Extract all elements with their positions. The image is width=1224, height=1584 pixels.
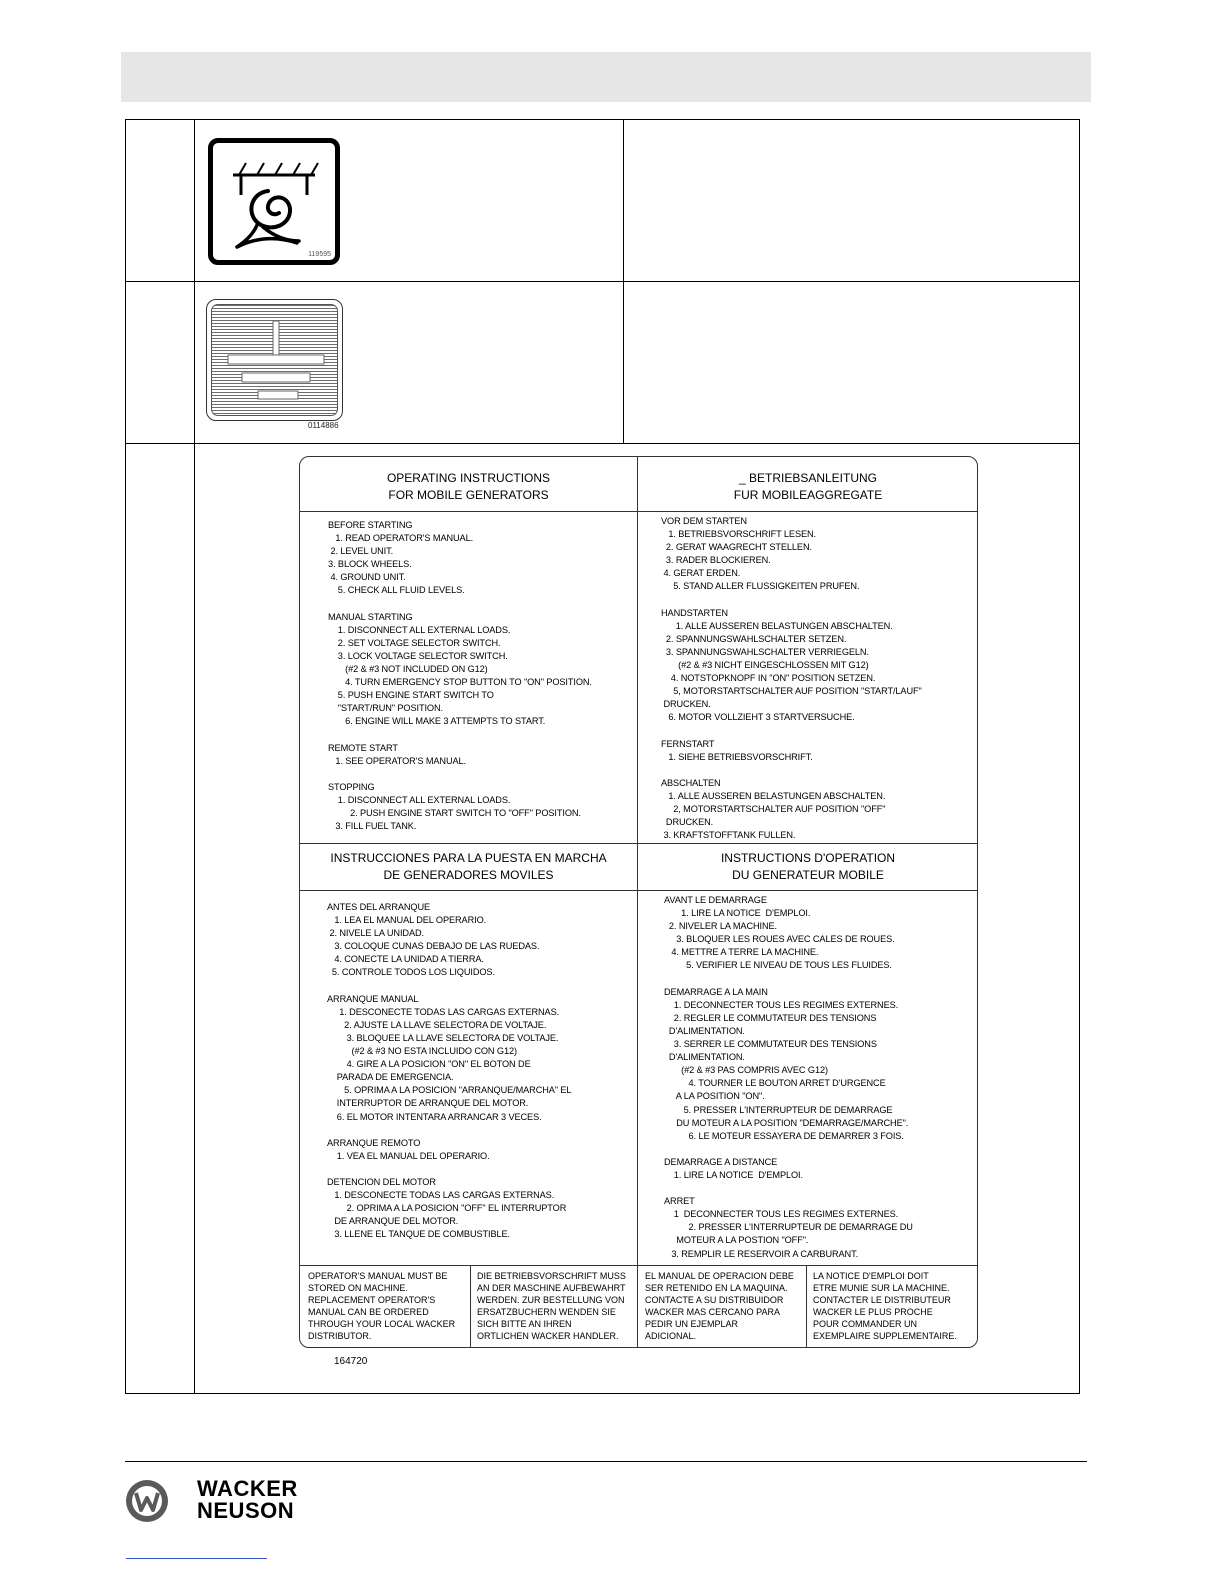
instruction-line: D'ALIMENTATION. xyxy=(664,1052,745,1063)
decal-divider-footer xyxy=(300,1265,978,1266)
instruction-line: A LA POSITION "ON". xyxy=(664,1091,765,1102)
instruction-line: 4. GIRE A LA POSICION "ON" EL BOTON DE xyxy=(327,1059,531,1070)
english-instructions xyxy=(328,519,592,833)
instruction-line: REMOTE START xyxy=(328,742,398,753)
instruction-line: CONTACTER LE DISTRIBUTEUR xyxy=(813,1295,951,1305)
instruction-line: DEMARRAGE A LA MAIN xyxy=(664,986,768,997)
instruction-line: D'ALIMENTATION. xyxy=(664,1025,745,1036)
decal-footer-divider-2 xyxy=(637,1265,638,1348)
instruction-line: DIE BETRIEBSVORSCHRIFT MUSS xyxy=(477,1271,626,1281)
spanish-instructions xyxy=(327,901,571,1241)
instruction-line: STORED ON MACHINE. xyxy=(308,1283,408,1293)
instruction-line: DISTRIBUTOR. xyxy=(308,1331,372,1341)
instruction-line: 2. PUSH ENGINE START SWITCH TO "OFF" POSITION. xyxy=(328,808,581,819)
instruction-line: 3. KRAFTSTOFFTANK FULLEN. xyxy=(661,830,796,841)
instruction-line: 2, MOTORSTARTSCHALTER AUF POSITION "OFF" xyxy=(661,804,886,815)
instruction-line: HANDSTARTEN xyxy=(661,607,728,618)
instruction-line: 4. GROUND UNIT. xyxy=(328,572,406,583)
instruction-line: 1. SIEHE BETRIEBSVORSCHRIFT. xyxy=(661,751,813,762)
french-title-line-2: DU GENERATEUR MOBILE xyxy=(732,868,884,882)
footer-note-french xyxy=(813,1270,957,1342)
instruction-line: STOPPING xyxy=(328,781,375,792)
instruction-line: 6. MOTOR VOLLZIEHT 3 STARTVERSUCHE. xyxy=(661,712,855,723)
instruction-line: ORTLICHEN WACKER HANDLER. xyxy=(477,1331,619,1341)
instruction-line: VOR DEM STARTEN xyxy=(661,516,747,526)
instruction-line: 3. LLENE EL TANQUE DE COMBUSTIBLE. xyxy=(327,1229,510,1240)
brand-line-1: WACKER xyxy=(197,1476,298,1501)
instruction-line: DU MOTEUR A LA POSITION "DEMARRAGE/MARCHE". xyxy=(664,1117,909,1128)
instruction-line: 3. SPANNUNGSWAHLSCHALTER VERRIEGELN. xyxy=(661,646,869,657)
spacer xyxy=(327,1124,571,1137)
instruction-line: ETRE MUNIE SUR LA MACHINE. xyxy=(813,1283,950,1293)
instruction-line: MOTEUR A LA POSTION "OFF". xyxy=(664,1235,809,1246)
german-instructions xyxy=(661,515,922,842)
instruction-line: 2. LEVEL UNIT. xyxy=(328,546,394,557)
instruction-line: DRUCKEN. xyxy=(661,699,711,710)
footer-rule xyxy=(125,1461,1087,1462)
instruction-line: 1. DECONNECTER TOUS LES REGIMES EXTERNES. xyxy=(664,999,899,1010)
instruction-line: ANTES DEL ARRANQUE xyxy=(327,902,431,912)
spacer xyxy=(664,1143,913,1156)
english-title-line-2: FOR MOBILE GENERATORS xyxy=(388,488,549,502)
instruction-line: 1. ALLE AUSSEREN BELASTUNGEN ABSCHALTEN. xyxy=(661,790,886,801)
german-title-line-2: FUR MOBILEAGGREGATE xyxy=(733,488,883,502)
instruction-line: 6. ENGINE WILL MAKE 3 ATTEMPTS TO START. xyxy=(328,716,546,727)
spacer xyxy=(327,1163,571,1176)
instruction-line: INTERRUPTOR DE ARRANQUE DEL MOTOR. xyxy=(327,1098,529,1109)
instruction-line: WERDEN. ZUR BESTELLUNG VON xyxy=(477,1295,625,1305)
german-title-line-1: _ BETRIEBSANLEITUNG xyxy=(738,471,878,485)
instruction-line: OPERATOR'S MANUAL MUST BE xyxy=(308,1271,448,1281)
instruction-line: 3. SERRER LE COMMUTATEUR DES TENSIONS xyxy=(664,1039,877,1050)
instruction-line: 5. CHECK ALL FLUID LEVELS. xyxy=(328,585,465,596)
instruction-line: 5. OPRIMA A LA POSICION "ARRANQUE/MARCHA" EL xyxy=(327,1085,572,1096)
instruction-line: 3. LOCK VOLTAGE SELECTOR SWITCH. xyxy=(328,650,508,661)
instruction-line: (#2 & #3 NOT INCLUDED ON G12) xyxy=(328,664,488,675)
spacer xyxy=(328,729,592,742)
lifting-hook-icon xyxy=(213,143,335,260)
instruction-line: 1. BETRIEBSVORSCHRIFT LESEN. xyxy=(661,529,816,540)
lifting-point-decal xyxy=(208,138,340,265)
spacer xyxy=(661,725,922,738)
instruction-line: 3. REMPLIR LE RESERVOIR A CARBURANT. xyxy=(664,1248,859,1259)
instruction-line: DETENCION DEL MOTOR xyxy=(327,1176,436,1187)
ground-decal xyxy=(206,299,343,421)
instruction-line: (#2 & #3 NICHT EINGESCHLOSSEN MIT G12) xyxy=(661,660,869,671)
instruction-line: 2. GERAT WAAGRECHT STELLEN. xyxy=(661,542,812,553)
french-instructions xyxy=(664,894,913,1261)
page-header-band xyxy=(121,52,1091,102)
instruction-line: SER RETENIDO EN LA MAQUINA. xyxy=(645,1283,788,1293)
decal-footer-divider-3 xyxy=(806,1265,807,1348)
instruction-line: 1. VEA EL MANUAL DEL OPERARIO. xyxy=(327,1150,490,1161)
footer-note-german xyxy=(477,1270,626,1342)
instruction-line: AVANT LE DEMARRAGE xyxy=(664,895,767,905)
instruction-line: 2. AJUSTE LA LLAVE SELECTORA DE VOLTAJE. xyxy=(327,1019,547,1030)
instruction-line: 5. VERIFIER LE NIVEAU DE TOUS LES FLUIDES. xyxy=(664,960,892,971)
spacer xyxy=(327,980,571,993)
instruction-line: 5. PRESSER L'INTERRUPTEUR DE DEMARRAGE xyxy=(664,1104,893,1115)
lifting-decal-part-number: 119595 xyxy=(308,251,331,258)
instruction-line: 4. GERAT ERDEN. xyxy=(661,568,741,579)
instruction-line: 3. FILL FUEL TANK. xyxy=(328,821,417,832)
instruction-line: 3. COLOQUE CUNAS DEBAJO DE LAS RUEDAS. xyxy=(327,941,540,952)
french-title-line-1: INSTRUCTIONS D'OPERATION xyxy=(720,851,896,865)
ground-decal-part-number: 0114886 xyxy=(308,421,339,430)
instruction-line: ARRANQUE MANUAL xyxy=(327,993,419,1004)
table-row-divider-1 xyxy=(125,281,1080,282)
instruction-line: 1. READ OPERATOR'S MANUAL. xyxy=(328,533,474,544)
instruction-line: 3. BLOQUEE LA LLAVE SELECTORA DE VOLTAJE. xyxy=(327,1032,559,1043)
instruction-line: ARRET xyxy=(664,1196,695,1207)
instruction-line: 3. BLOQUER LES ROUES AVEC CALES DE ROUES. xyxy=(664,934,895,945)
instruction-line: DE ARRANQUE DEL MOTOR. xyxy=(327,1216,459,1227)
decal-divider-middle xyxy=(300,843,978,844)
instruction-line: (#2 & #3 PAS COMPRIS AVEC G12) xyxy=(664,1065,828,1076)
english-title xyxy=(300,470,637,504)
instruction-line: EXEMPLAIRE SUPPLEMENTAIRE. xyxy=(813,1331,957,1341)
instruction-line: POUR COMMANDER UN xyxy=(813,1319,918,1329)
instruction-line: 4. CONECTE LA UNIDAD A TIERRA. xyxy=(327,954,484,965)
instruction-line: DRUCKEN. xyxy=(661,817,714,828)
decal-divider-title-es xyxy=(300,890,978,891)
german-title xyxy=(637,470,978,504)
instruction-line: 1. SEE OPERATOR'S MANUAL. xyxy=(328,755,466,766)
instruction-line: 2. NIVELE LA UNIDAD. xyxy=(327,928,424,939)
instruction-line: SICH BITTE AN IHREN xyxy=(477,1319,572,1329)
instruction-line: 5, MOTORSTARTSCHALTER AUF POSITION "START/LAUF" xyxy=(661,686,922,697)
footer-note-spanish xyxy=(645,1270,794,1342)
instruction-line: 2. SPANNUNGSWAHLSCHALTER SETZEN. xyxy=(661,633,847,644)
instruction-line: 5. CONTROLE TODOS LOS LIQUIDOS. xyxy=(327,967,495,978)
instruction-line: WACKER LE PLUS PROCHE xyxy=(813,1307,933,1317)
instruction-line: 1. DISCONNECT ALL EXTERNAL LOADS. xyxy=(328,794,511,805)
brand-wordmark xyxy=(197,1478,298,1522)
instruction-line: WACKER MAS CERCANO PARA xyxy=(645,1307,781,1317)
spacer xyxy=(328,768,592,781)
instruction-line: (#2 & #3 NO ESTA INCLUIDO CON G12) xyxy=(327,1046,517,1057)
instruction-line: 5. STAND ALLER FLUSSIGKEITEN PRUFEN. xyxy=(661,581,860,592)
instruction-line: THROUGH YOUR LOCAL WACKER xyxy=(308,1319,456,1329)
instruction-line: 2. OPRIMA A LA POSICION "OFF" EL INTERRUPTOR xyxy=(327,1203,567,1214)
ground-decal-background xyxy=(211,304,338,416)
instruction-line: 2. SET VOLTAGE SELECTOR SWITCH. xyxy=(328,637,501,648)
instruction-line: 2. REGLER LE COMMUTATEUR DES TENSIONS xyxy=(664,1012,877,1023)
instruction-line: REPLACEMENT OPERATOR'S xyxy=(308,1295,436,1305)
wacker-neuson-logo-icon xyxy=(125,1479,169,1523)
decal-footer-divider-1 xyxy=(470,1265,471,1348)
instruction-line: PEDIR UN EJEMPLAR xyxy=(645,1319,739,1329)
brand-line-2: NEUSON xyxy=(197,1498,295,1523)
instruction-line: 1. DISCONNECT ALL EXTERNAL LOADS. xyxy=(328,624,511,635)
instruction-line: 6. LE MOTEUR ESSAYERA DE DEMARRER 3 FOIS. xyxy=(664,1130,904,1141)
footer-note-english xyxy=(308,1270,455,1342)
spacer xyxy=(661,594,922,607)
instruction-line: 4. METTRE A TERRE LA MACHINE. xyxy=(664,947,819,958)
instruction-line: 1. ALLE AUSSEREN BELASTUNGEN ABSCHALTEN. xyxy=(661,620,893,631)
instruction-line: 6. EL MOTOR INTENTARA ARRANCAR 3 VECES. xyxy=(327,1111,542,1122)
operating-instructions-decal xyxy=(299,456,978,1348)
spacer xyxy=(328,598,592,611)
spacer xyxy=(664,1182,913,1195)
instruction-line: ABSCHALTEN xyxy=(661,777,721,788)
footer-link-underline xyxy=(126,1558,267,1559)
instruction-line: AN DER MASCHINE AUFBEWAHRT xyxy=(477,1283,626,1293)
instruction-line: 2. PRESSER L'INTERRUPTEUR DE DEMARRAGE DU xyxy=(664,1222,913,1233)
instruction-line: 1. LIRE LA NOTICE D'EMPLOI. xyxy=(664,908,811,919)
instruction-line: 4. NOTSTOPKNOPF IN "ON" POSITION SETZEN. xyxy=(661,673,876,684)
instruction-line: MANUAL STARTING xyxy=(328,611,413,622)
instruction-line: 2. NIVELER LA MACHINE. xyxy=(664,921,777,932)
instructions-decal-part-number: 164720 xyxy=(334,1356,368,1367)
instruction-line: 1. LEA EL MANUAL DEL OPERARIO. xyxy=(327,915,487,926)
instruction-line: BEFORE STARTING xyxy=(328,520,413,530)
instruction-line: 4. TURN EMERGENCY STOP BUTTON TO "ON" POSITION. xyxy=(328,677,592,688)
spanish-title xyxy=(300,850,637,884)
instruction-line: ARRANQUE REMOTO xyxy=(327,1137,421,1148)
decal-divider-title-en xyxy=(300,511,978,512)
instruction-line: 3. RADER BLOCKIEREN. xyxy=(661,555,771,566)
instruction-line: FERNSTART xyxy=(661,738,715,749)
instruction-line: CONTACTE A SU DISTRIBUIDOR xyxy=(645,1295,784,1305)
spanish-title-line-1: INSTRUCCIONES PARA LA PUESTA EN MARCHA xyxy=(330,851,607,865)
instruction-line: PARADA DE EMERGENCIA. xyxy=(327,1072,454,1083)
instruction-line: 1 DECONNECTER TOUS LES REGIMES EXTERNES. xyxy=(664,1209,899,1220)
instruction-line: ADICIONAL. xyxy=(645,1331,697,1341)
instruction-line: 1. DESCONECTE TODAS LAS CARGAS EXTERNAS. xyxy=(327,1190,555,1201)
instruction-line: 3. BLOCK WHEELS. xyxy=(328,559,412,570)
ground-symbol-icon xyxy=(212,305,339,417)
instruction-line: LA NOTICE D'EMPLOI DOIT xyxy=(813,1271,929,1281)
instruction-line: 1. LIRE LA NOTICE D'EMPLOI. xyxy=(664,1169,803,1180)
instruction-line: "START/RUN" POSITION. xyxy=(328,703,443,714)
english-title-line-1: OPERATING INSTRUCTIONS xyxy=(386,471,551,485)
spacer xyxy=(664,973,913,986)
instruction-line: 4. TOURNER LE BOUTON ARRET D'URGENCE xyxy=(664,1078,886,1089)
french-title xyxy=(637,850,978,884)
table-column-divider-1 xyxy=(194,119,195,1394)
spanish-title-line-2: DE GENERADORES MOVILES xyxy=(383,868,554,882)
spacer xyxy=(661,764,922,777)
instruction-line: MANUAL CAN BE ORDERED xyxy=(308,1307,429,1317)
instruction-line: 5. PUSH ENGINE START SWITCH TO xyxy=(328,690,494,701)
instruction-line: 1. DESCONECTE TODAS LAS CARGAS EXTERNAS. xyxy=(327,1006,560,1017)
instruction-line: DEMARRAGE A DISTANCE xyxy=(664,1156,778,1167)
table-row-divider-2 xyxy=(125,443,1080,444)
instruction-line: ERSATZBUCHERN WENDEN SIE xyxy=(477,1307,616,1317)
instruction-line: EL MANUAL DE OPERACION DEBE xyxy=(645,1271,794,1281)
